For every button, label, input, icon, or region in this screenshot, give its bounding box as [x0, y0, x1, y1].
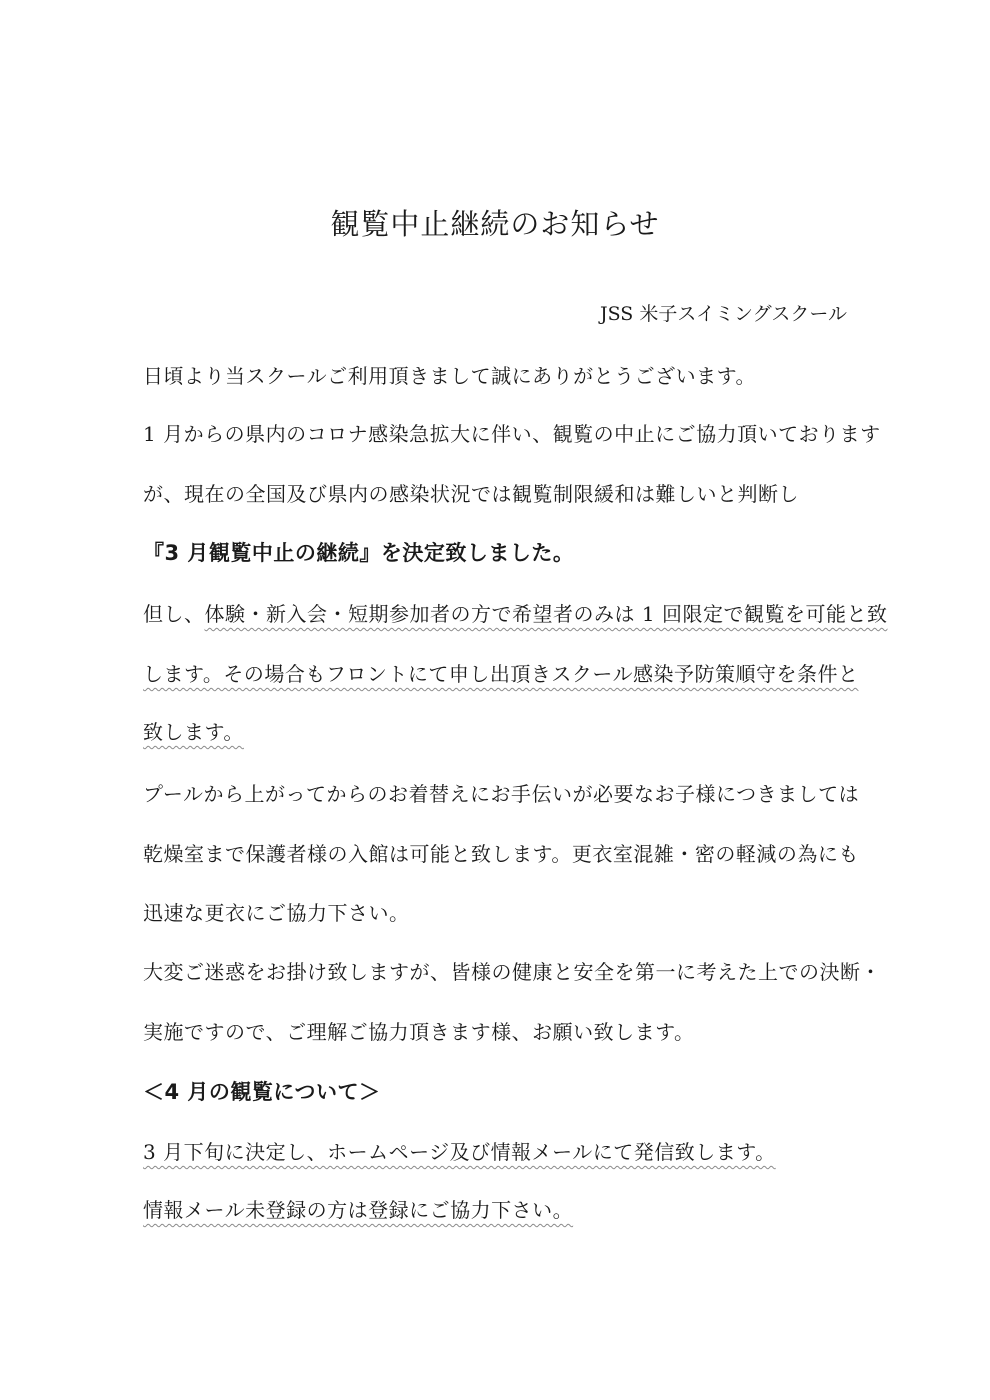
sender-name: JSS 米子スイミングスクール — [599, 303, 847, 325]
paragraph-line: 大変ご迷惑をお掛け致しますが、皆様の健康と安全を第一に考えた上での決断・ — [143, 960, 881, 984]
april-line-1 — [143, 1138, 776, 1166]
exception-line-3 — [143, 718, 244, 746]
paragraph-line: 1 月からの県内のコロナ感染急拡大に伴い、観覧の中止にご協力頂いております — [143, 422, 881, 446]
paragraph-line: 乾燥室まで保護者様の入館は可能と致します。更衣室混雑・密の軽減の為にも — [143, 842, 859, 866]
april-underlined-text: 情報メール未登録の方は登録にご協力下さい。 — [143, 1198, 574, 1222]
exception-line-2 — [143, 660, 859, 688]
exception-underlined-text: 致します。 — [143, 720, 244, 744]
greeting-text: 日頃より当スクールご利用頂きまして誠にありがとうございます。 — [143, 364, 756, 388]
page-title: 観覧中止継続のお知らせ — [330, 207, 660, 241]
exception-underlined-text: します。その場合もフロントにて申し出頂きスクール感染予防策順守を条件と — [143, 662, 859, 686]
decision-heading: 『3 月観覧中止の継続』を決定致しました。 — [143, 541, 575, 565]
april-line-2 — [143, 1196, 573, 1224]
paragraph-line: 実施ですので、ご理解ご協力頂きます様、お願い致します。 — [143, 1020, 695, 1044]
paragraph-line: プールから上がってからのお着替えにお手伝いが必要なお子様につきましては — [143, 782, 860, 806]
exception-line-1 — [143, 600, 887, 628]
paragraph-line: が、現在の全国及び県内の感染状況では観覧制限緩和は難しいと判断し — [143, 482, 799, 506]
exception-underlined-text: 体験・新入会・短期参加者の方で希望者のみは 1 回限定で観覧を可能と致 — [204, 602, 888, 626]
april-underlined-text: 3 月下旬に決定し、ホームページ及び情報メールにて発信致します。 — [143, 1140, 776, 1164]
paragraph-line: 迅速な更衣にご協力下さい。 — [143, 901, 410, 925]
exception-prefix: 但し、 — [143, 602, 205, 626]
april-heading: ＜4 月の観覧について＞ — [143, 1080, 381, 1104]
